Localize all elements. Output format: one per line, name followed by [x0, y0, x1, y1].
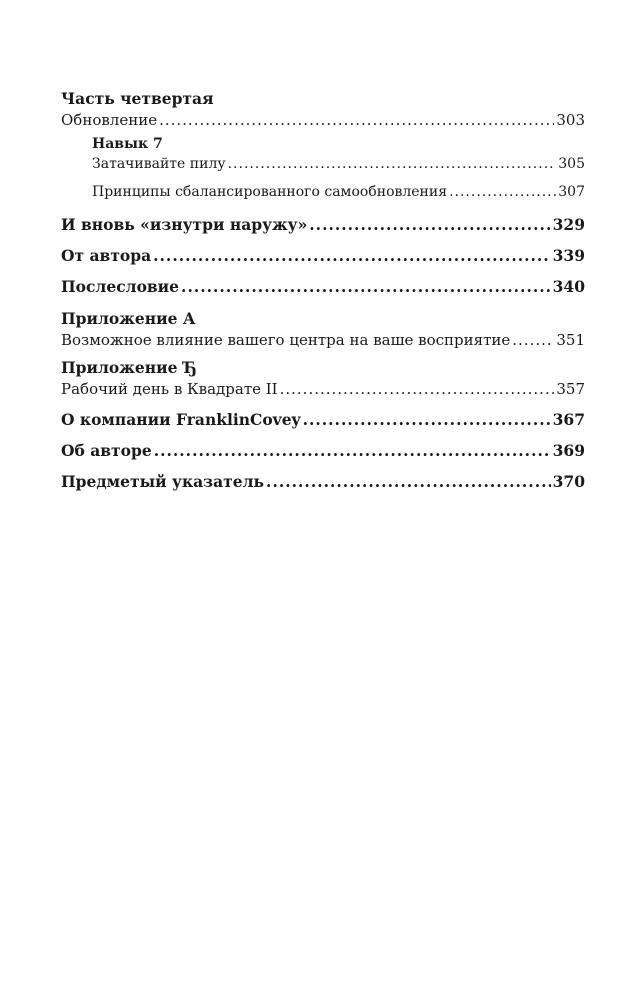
toc-entry-page: 305	[558, 156, 585, 172]
habit-heading: Навык 7	[92, 136, 163, 152]
toc-entry-label: Возможное влияние вашего центра на ваше восприятие	[61, 331, 511, 349]
toc-entry-label: Затачивайте пилу	[92, 156, 226, 172]
toc-entry-page: 340	[552, 277, 585, 296]
dot-leader	[159, 109, 554, 131]
toc-entry-label: Обновление	[61, 111, 158, 129]
toc-entry-page: 370	[552, 472, 585, 491]
table-of-contents	[61, 89, 585, 493]
dot-leader	[181, 276, 551, 298]
toc-entry[interactable]	[61, 154, 585, 175]
toc-entry[interactable]	[61, 276, 585, 298]
toc-entry-label: Послесловие	[61, 277, 180, 296]
toc-entry[interactable]	[61, 109, 585, 131]
dot-leader	[280, 378, 555, 400]
toc-entry-page: 303	[556, 111, 585, 129]
toc-entry-label: Рабочий день в Квадрате II	[61, 380, 278, 398]
toc-entry-page: 351	[556, 331, 585, 349]
toc-entry[interactable]	[61, 409, 585, 431]
dot-leader	[512, 329, 554, 351]
appendix-heading: Приложение Ђ	[61, 358, 197, 377]
toc-entry-label: Предметый указатель	[61, 472, 265, 491]
dot-leader	[303, 409, 551, 431]
toc-entry[interactable]	[61, 329, 585, 351]
toc-entry[interactable]	[61, 214, 585, 236]
dot-leader	[228, 154, 557, 175]
toc-entry[interactable]	[61, 440, 585, 462]
toc-entry-page: 329	[552, 215, 585, 234]
toc-entry[interactable]	[61, 471, 585, 493]
toc-entry[interactable]	[61, 378, 585, 400]
part-heading: Часть четвертая	[61, 89, 214, 108]
toc-entry-label: И вновь «изнутри наружу»	[61, 215, 308, 234]
appendix-heading: Приложение А	[61, 309, 196, 328]
dot-leader	[153, 245, 551, 267]
toc-entry-label: От автора	[61, 246, 152, 265]
dot-leader	[266, 471, 551, 493]
toc-entry-page: 367	[552, 410, 585, 429]
toc-entry-page: 339	[552, 246, 585, 265]
toc-entry-label: О компании FranklinCovey	[61, 410, 301, 429]
dot-leader	[449, 182, 556, 203]
dot-leader	[154, 440, 551, 462]
toc-entry[interactable]	[61, 182, 585, 203]
toc-entry-page: 307	[558, 184, 585, 200]
toc-entry-label: Принципы сбалансированного самообновления	[92, 184, 448, 200]
dot-leader	[309, 214, 550, 236]
toc-entry[interactable]	[61, 245, 585, 267]
toc-entry-label: Об авторе	[61, 441, 152, 460]
toc-entry-page: 357	[556, 380, 585, 398]
toc-entry-page: 369	[552, 441, 585, 460]
